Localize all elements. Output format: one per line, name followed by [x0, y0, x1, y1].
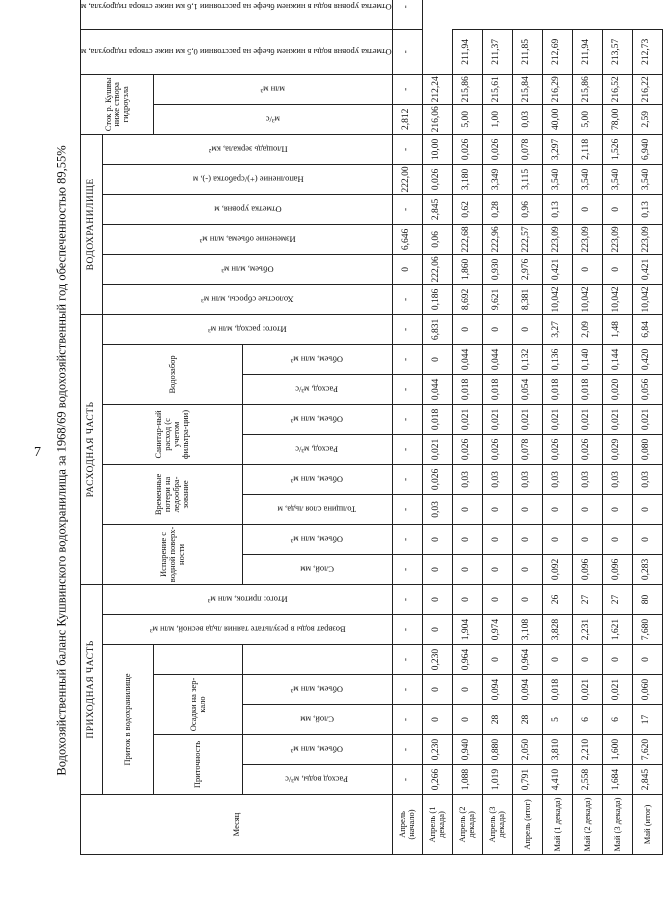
- col-volume-change: Изменение объема, млн м³: [103, 224, 393, 254]
- table-cell: 0,026: [482, 434, 512, 464]
- table-cell: -: [392, 314, 422, 344]
- table-cell: 1,00: [482, 104, 512, 134]
- table-cell: 10,00: [422, 134, 452, 164]
- table-cell: 0,266: [422, 765, 452, 795]
- table-cell: 3,810: [542, 735, 572, 765]
- table-cell: 0: [572, 494, 602, 524]
- table-cell: 0: [632, 524, 662, 554]
- col-inflow-vol: Объем, млн м³: [242, 735, 392, 765]
- table-cell: 0,021: [542, 404, 572, 434]
- table-cell: 0,026: [452, 434, 482, 464]
- table-cell: 0: [512, 554, 542, 584]
- table-cell: 0,13: [542, 194, 572, 224]
- table-cell: 0: [482, 554, 512, 584]
- table-title: Водохозяйственный баланс Кушвинского водохранилища за 1968/69 водохозяйственный год обеспеченностью 89,55%: [54, 145, 69, 776]
- table-row: [452, 0, 482, 855]
- table-cell: 28: [512, 705, 542, 735]
- row-month: Май (3 декада): [602, 795, 632, 855]
- table-cell: -: [392, 554, 422, 584]
- table-cell: 6,831: [422, 314, 452, 344]
- table-cell: 0: [602, 194, 632, 224]
- table-cell: 3,297: [542, 134, 572, 164]
- evap-header: Испарение с водной поверх-ности: [103, 524, 243, 584]
- table-cell: 0,974: [482, 615, 512, 645]
- table-cell: 2,845: [632, 765, 662, 795]
- table-cell: 6: [602, 705, 632, 735]
- table-cell: 0: [452, 314, 482, 344]
- balance-table-rotated: [80, 2, 652, 855]
- table-cell: 6,84: [632, 314, 662, 344]
- table-cell: 0,03: [452, 464, 482, 494]
- table-cell: 0,060: [632, 675, 662, 705]
- table-cell: 0: [422, 584, 452, 614]
- table-cell: 10,042: [572, 284, 602, 314]
- table-cell: 2,09: [572, 314, 602, 344]
- table-cell: 0,06: [422, 224, 452, 254]
- col-precip-vol: Объем, млн м³: [242, 675, 392, 705]
- table-cell: 0,021: [602, 404, 632, 434]
- table-cell: 0: [572, 645, 602, 675]
- table-cell: -: [392, 344, 422, 374]
- table-cell: 0,092: [542, 554, 572, 584]
- table-cell: 0: [482, 645, 512, 675]
- inflow-river-header: Приточность: [153, 735, 242, 795]
- col-level-down-16: Отметка уровня воды в нижнем бьефе на расстоянии 1,6 км ниже створа гидроузла, м: [81, 0, 393, 29]
- table-cell: 17: [632, 705, 662, 735]
- table-cell: 0,080: [632, 434, 662, 464]
- table-cell: -: [392, 464, 422, 494]
- col-evap-vol: Объем, млн м³: [242, 524, 392, 554]
- table-cell: 78,00: [602, 104, 632, 134]
- table-cell: 3,540: [632, 164, 662, 194]
- table-cell: 10,042: [602, 284, 632, 314]
- precip-header: Осадки на зер-кало: [153, 675, 242, 735]
- table-cell: 0: [482, 314, 512, 344]
- table-cell: -: [392, 584, 422, 614]
- table-cell: 6: [572, 705, 602, 735]
- table-cell: 7,620: [632, 735, 662, 765]
- table-cell: 0,054: [512, 374, 542, 404]
- intake-header: Водозабор: [103, 344, 243, 404]
- table-cell: 0: [572, 194, 602, 224]
- table-cell: 215,86: [452, 74, 482, 104]
- table-cell: 211,85: [512, 29, 542, 74]
- table-cell: 1,088: [452, 765, 482, 795]
- table-cell: -: [392, 29, 422, 74]
- table-cell: 2,050: [512, 735, 542, 765]
- table-cell: 28: [482, 705, 512, 735]
- table-row: [392, 0, 422, 855]
- col-volume: Объем, млн м³: [103, 254, 393, 284]
- table-cell: -: [392, 645, 422, 675]
- ice-loss-header: Временные потери на ледообра-зование: [103, 464, 243, 524]
- col-extra: [242, 645, 392, 675]
- col-fill: Наполнение (+)/сработка (-), м: [103, 164, 393, 194]
- table-cell: 0,421: [632, 254, 662, 284]
- table-cell: 5,00: [452, 104, 482, 134]
- table-row: [482, 0, 512, 855]
- table-cell: 0: [452, 675, 482, 705]
- table-cell: 10,042: [632, 284, 662, 314]
- table-cell: 3,540: [602, 164, 632, 194]
- table-cell: 0,044: [482, 344, 512, 374]
- table-cell: 6,940: [632, 134, 662, 164]
- table-cell: 0,018: [452, 374, 482, 404]
- table-cell: 2,976: [512, 254, 542, 284]
- table-cell: -: [392, 434, 422, 464]
- table-cell: 0: [482, 494, 512, 524]
- table-cell: 213,57: [602, 29, 632, 74]
- table-cell: 0,283: [632, 554, 662, 584]
- table-cell: 212,69: [542, 29, 572, 74]
- table-cell: 222,68: [452, 224, 482, 254]
- table-cell: 211,37: [482, 29, 512, 74]
- table-cell: 1,860: [452, 254, 482, 284]
- table-cell: 0,880: [482, 735, 512, 765]
- table-cell: 0,026: [422, 464, 452, 494]
- table-cell: 0: [632, 645, 662, 675]
- table-cell: -: [392, 494, 422, 524]
- table-cell: 8,381: [512, 284, 542, 314]
- table-cell: 0,03: [632, 464, 662, 494]
- table-cell: 2,59: [632, 104, 662, 134]
- table-cell: 3,108: [512, 615, 542, 645]
- table-cell: 2,231: [572, 615, 602, 645]
- table-cell: 0,026: [542, 434, 572, 464]
- col-level: Отметка уровня, м: [103, 194, 393, 224]
- table-cell: 1,904: [452, 615, 482, 645]
- table-cell: 0: [422, 524, 452, 554]
- table-cell: 1,48: [602, 314, 632, 344]
- table-cell: 0,078: [512, 134, 542, 164]
- col-precip-layer: Слой, мм: [242, 705, 392, 735]
- table-cell: 0: [512, 524, 542, 554]
- income-section: ПРИХОДНАЯ ЧАСТЬ: [81, 584, 103, 794]
- table-cell: 0,021: [632, 404, 662, 434]
- table-cell: 0: [542, 524, 572, 554]
- table-cell: 27: [602, 584, 632, 614]
- table-cell: 212,24: [422, 74, 452, 104]
- table-cell: 0,03: [512, 104, 542, 134]
- table-cell: 0,03: [422, 494, 452, 524]
- table-cell: 9,621: [482, 284, 512, 314]
- runoff-header: Сток р. Кушвы ниже створа гидроузла: [81, 74, 154, 134]
- table-cell: 1,684: [602, 765, 632, 795]
- table-cell: 10,042: [542, 284, 572, 314]
- table-cell: 0,096: [572, 554, 602, 584]
- table-cell: 216,22: [632, 74, 662, 104]
- table-cell: 0: [392, 254, 422, 284]
- table-cell: -: [392, 524, 422, 554]
- table-cell: 0: [602, 494, 632, 524]
- table-cell: 0,132: [512, 344, 542, 374]
- table-cell: 211,94: [452, 29, 482, 74]
- table-cell: 0,026: [482, 134, 512, 164]
- table-cell: 0,144: [602, 344, 632, 374]
- table-cell: 212,73: [632, 29, 662, 74]
- table-cell: 0,018: [482, 374, 512, 404]
- table-cell: 0: [542, 645, 572, 675]
- row-month: Апрель (2 декада): [452, 795, 482, 855]
- table-cell: 215,61: [482, 74, 512, 104]
- table-cell: 0: [452, 584, 482, 614]
- table-cell: 3,27: [542, 314, 572, 344]
- table-cell: 1,621: [602, 615, 632, 645]
- table-cell: 2,210: [572, 735, 602, 765]
- row-month: Май (1 декада): [542, 795, 572, 855]
- table-cell: 8,692: [452, 284, 482, 314]
- table-cell: 5: [542, 705, 572, 735]
- table-cell: 6,646: [392, 224, 422, 254]
- col-inflow-q: Расход воды, м³/с: [242, 765, 392, 795]
- col-runoff-mln: млн м³: [153, 74, 392, 104]
- table-cell: 0: [422, 675, 452, 705]
- table-cell: 0,03: [602, 464, 632, 494]
- table-cell: -: [392, 134, 422, 164]
- row-month: Апрель (начало): [392, 795, 422, 855]
- table-cell: 0: [422, 344, 452, 374]
- table-cell: 0,96: [512, 194, 542, 224]
- table-cell: -: [392, 675, 422, 705]
- col-ice-return: Возврат воды в результате таяния льда весной, млн м³: [103, 615, 393, 645]
- col-intake-vol: Объем, млн м³: [242, 344, 392, 374]
- col-level-down-05: Отметка уровня воды в нижнем бьефе на расстоянии 0,5 км ниже створа гидроузла, м: [81, 29, 393, 74]
- table-cell: 0,021: [512, 404, 542, 434]
- table-cell: 0,28: [482, 194, 512, 224]
- table-cell: 0,791: [512, 765, 542, 795]
- table-cell: 7,680: [632, 615, 662, 645]
- table-cell: 0,078: [512, 434, 542, 464]
- col-san-rate: Расход, м³/с: [242, 434, 392, 464]
- table-cell: 0,044: [452, 344, 482, 374]
- table-cell: 0,094: [512, 675, 542, 705]
- table-cell: 3,540: [572, 164, 602, 194]
- table-cell: 0: [602, 254, 632, 284]
- row-month: Апрель (1 декада): [422, 795, 452, 855]
- table-cell: -: [392, 735, 422, 765]
- inflow-header: Приток в водохранилище: [103, 645, 154, 795]
- table-cell: 0: [512, 314, 542, 344]
- table-cell: 0,018: [542, 374, 572, 404]
- table-cell: 0: [452, 524, 482, 554]
- outcome-section: РАСХОДНАЯ ЧАСТЬ: [81, 314, 103, 584]
- table-cell: 3,828: [542, 615, 572, 645]
- table-cell: 222,96: [482, 224, 512, 254]
- table-cell: 0: [512, 494, 542, 524]
- table-cell: 1,019: [482, 765, 512, 795]
- col-area: Площадь зеркала, км²: [103, 134, 393, 164]
- table-cell: 223,09: [632, 224, 662, 254]
- table-cell: 1,526: [602, 134, 632, 164]
- table-cell: 0,021: [602, 675, 632, 705]
- table-cell: 2,812: [392, 104, 422, 134]
- table-cell: 0,021: [572, 675, 602, 705]
- table-cell: 0,930: [482, 254, 512, 284]
- table-cell: 27: [572, 584, 602, 614]
- table-cell: 80: [632, 584, 662, 614]
- table-cell: 0,026: [572, 434, 602, 464]
- table-cell: 0,964: [452, 645, 482, 675]
- table-cell: 0,03: [542, 464, 572, 494]
- table-cell: 2,558: [572, 765, 602, 795]
- table-cell: 216,29: [542, 74, 572, 104]
- table-row: [602, 0, 632, 855]
- table-cell: 0,018: [422, 404, 452, 434]
- table-cell: 223,09: [572, 224, 602, 254]
- col-ice-sub: [153, 645, 242, 675]
- table-cell: 211,94: [572, 29, 602, 74]
- table-row: [512, 0, 542, 855]
- reservoir-section: ВОДОХРАНИЛИЩЕ: [81, 134, 103, 314]
- table-cell: 0,03: [512, 464, 542, 494]
- row-month: Апрель (итог): [512, 795, 542, 855]
- table-cell: -: [392, 404, 422, 434]
- table-cell: 3,349: [482, 164, 512, 194]
- table-cell: 0: [452, 494, 482, 524]
- table-cell: -: [392, 615, 422, 645]
- table-cell: 1,600: [602, 735, 632, 765]
- table-cell: -: [392, 284, 422, 314]
- col-income-total: Итого: приток, млн м³: [103, 584, 393, 614]
- table-cell: 0,018: [572, 374, 602, 404]
- table-cell: 0: [512, 584, 542, 614]
- table-cell: 0,096: [602, 554, 632, 584]
- table-cell: 0,140: [572, 344, 602, 374]
- table-cell: 2,118: [572, 134, 602, 164]
- table-cell: 0: [542, 494, 572, 524]
- table-cell: 0,136: [542, 344, 572, 374]
- table-cell: -: [392, 0, 422, 29]
- table-cell: 4,410: [542, 765, 572, 795]
- table-cell: 0,020: [602, 374, 632, 404]
- table-cell: -: [392, 374, 422, 404]
- table-cell: -: [392, 705, 422, 735]
- table-cell: 0,029: [602, 434, 632, 464]
- row-month: Май (2 декада): [572, 795, 602, 855]
- table-cell: 5,00: [572, 104, 602, 134]
- table-cell: 0: [422, 615, 452, 645]
- table-cell: 0: [482, 584, 512, 614]
- sanitary-header: Санитар-ный расход (с учетом фильтра-ции): [103, 404, 243, 464]
- table-cell: 26: [542, 584, 572, 614]
- table-cell: 3,180: [452, 164, 482, 194]
- col-intake-rate: Расход, м³/с: [242, 374, 392, 404]
- table-cell: 215,86: [572, 74, 602, 104]
- table-cell: -: [392, 74, 422, 104]
- table-cell: 0: [422, 705, 452, 735]
- table-cell: 216,52: [602, 74, 632, 104]
- table-cell: 222,57: [512, 224, 542, 254]
- table-cell: 222,06: [422, 254, 452, 284]
- table-cell: 0,420: [632, 344, 662, 374]
- col-outcome-total: Итого: расход, млн м³: [103, 314, 393, 344]
- table-body: [392, 0, 662, 855]
- table-cell: 0,021: [452, 404, 482, 434]
- table-cell: 0: [572, 524, 602, 554]
- table-cell: -: [392, 194, 422, 224]
- table-cell: 215,84: [512, 74, 542, 104]
- table-cell: 0: [482, 524, 512, 554]
- table-cell: 3,540: [542, 164, 572, 194]
- table-cell: 0: [452, 705, 482, 735]
- table-cell: 0,03: [482, 464, 512, 494]
- table-cell: 0,964: [512, 645, 542, 675]
- table-cell: 2,845: [422, 194, 452, 224]
- table-cell: 40,00: [542, 104, 572, 134]
- table-cell: 0,186: [422, 284, 452, 314]
- table-cell: 0,03: [572, 464, 602, 494]
- table-cell: 0,230: [422, 735, 452, 765]
- table-cell: 0,026: [452, 134, 482, 164]
- table-cell: 0,044: [422, 374, 452, 404]
- table-cell: 0,421: [542, 254, 572, 284]
- page-number: 7: [34, 445, 41, 460]
- table-cell: 0,230: [422, 645, 452, 675]
- col-runoff-m3s: м³/с: [153, 104, 392, 134]
- col-month: Месяц: [81, 795, 393, 855]
- table-row: [542, 0, 572, 855]
- table-cell: 223,09: [542, 224, 572, 254]
- col-ice-thick: Толщина слоя льда, м: [242, 494, 392, 524]
- table-cell: 0,940: [452, 735, 482, 765]
- table-cell: 0,13: [632, 194, 662, 224]
- table-cell: 0,021: [482, 404, 512, 434]
- table-cell: 0: [452, 554, 482, 584]
- table-cell: 222,00: [392, 164, 422, 194]
- table-cell: 0,026: [422, 164, 452, 194]
- col-ice-vol: Объем, млн м³: [242, 464, 392, 494]
- table-cell: 0,018: [542, 675, 572, 705]
- row-month: Апрель (3 декада): [482, 795, 512, 855]
- table-cell: -: [392, 765, 422, 795]
- table-cell: 216,06: [422, 104, 452, 134]
- table-cell: 0,056: [632, 374, 662, 404]
- table-cell: 0: [422, 554, 452, 584]
- row-month: Май (итог): [632, 795, 662, 855]
- water-balance-table: [80, 0, 663, 855]
- table-cell: 0: [602, 524, 632, 554]
- col-evap-layer: Слой, мм: [242, 554, 392, 584]
- table-row: [572, 0, 602, 855]
- table-cell: 0: [602, 645, 632, 675]
- table-cell: 0,021: [422, 434, 452, 464]
- col-san-vol: Объем, млн м³: [242, 404, 392, 434]
- table-cell: 0: [572, 254, 602, 284]
- table-row: [422, 0, 452, 855]
- table-cell: 0: [632, 494, 662, 524]
- table-cell: 3,115: [512, 164, 542, 194]
- col-idle-discharge: Холостые сбросы, млн м³: [103, 284, 393, 314]
- table-row: [632, 0, 662, 855]
- table-cell: 0,62: [452, 194, 482, 224]
- table-cell: 0,021: [572, 404, 602, 434]
- table-cell: 0,094: [482, 675, 512, 705]
- table-cell: 223,09: [602, 224, 632, 254]
